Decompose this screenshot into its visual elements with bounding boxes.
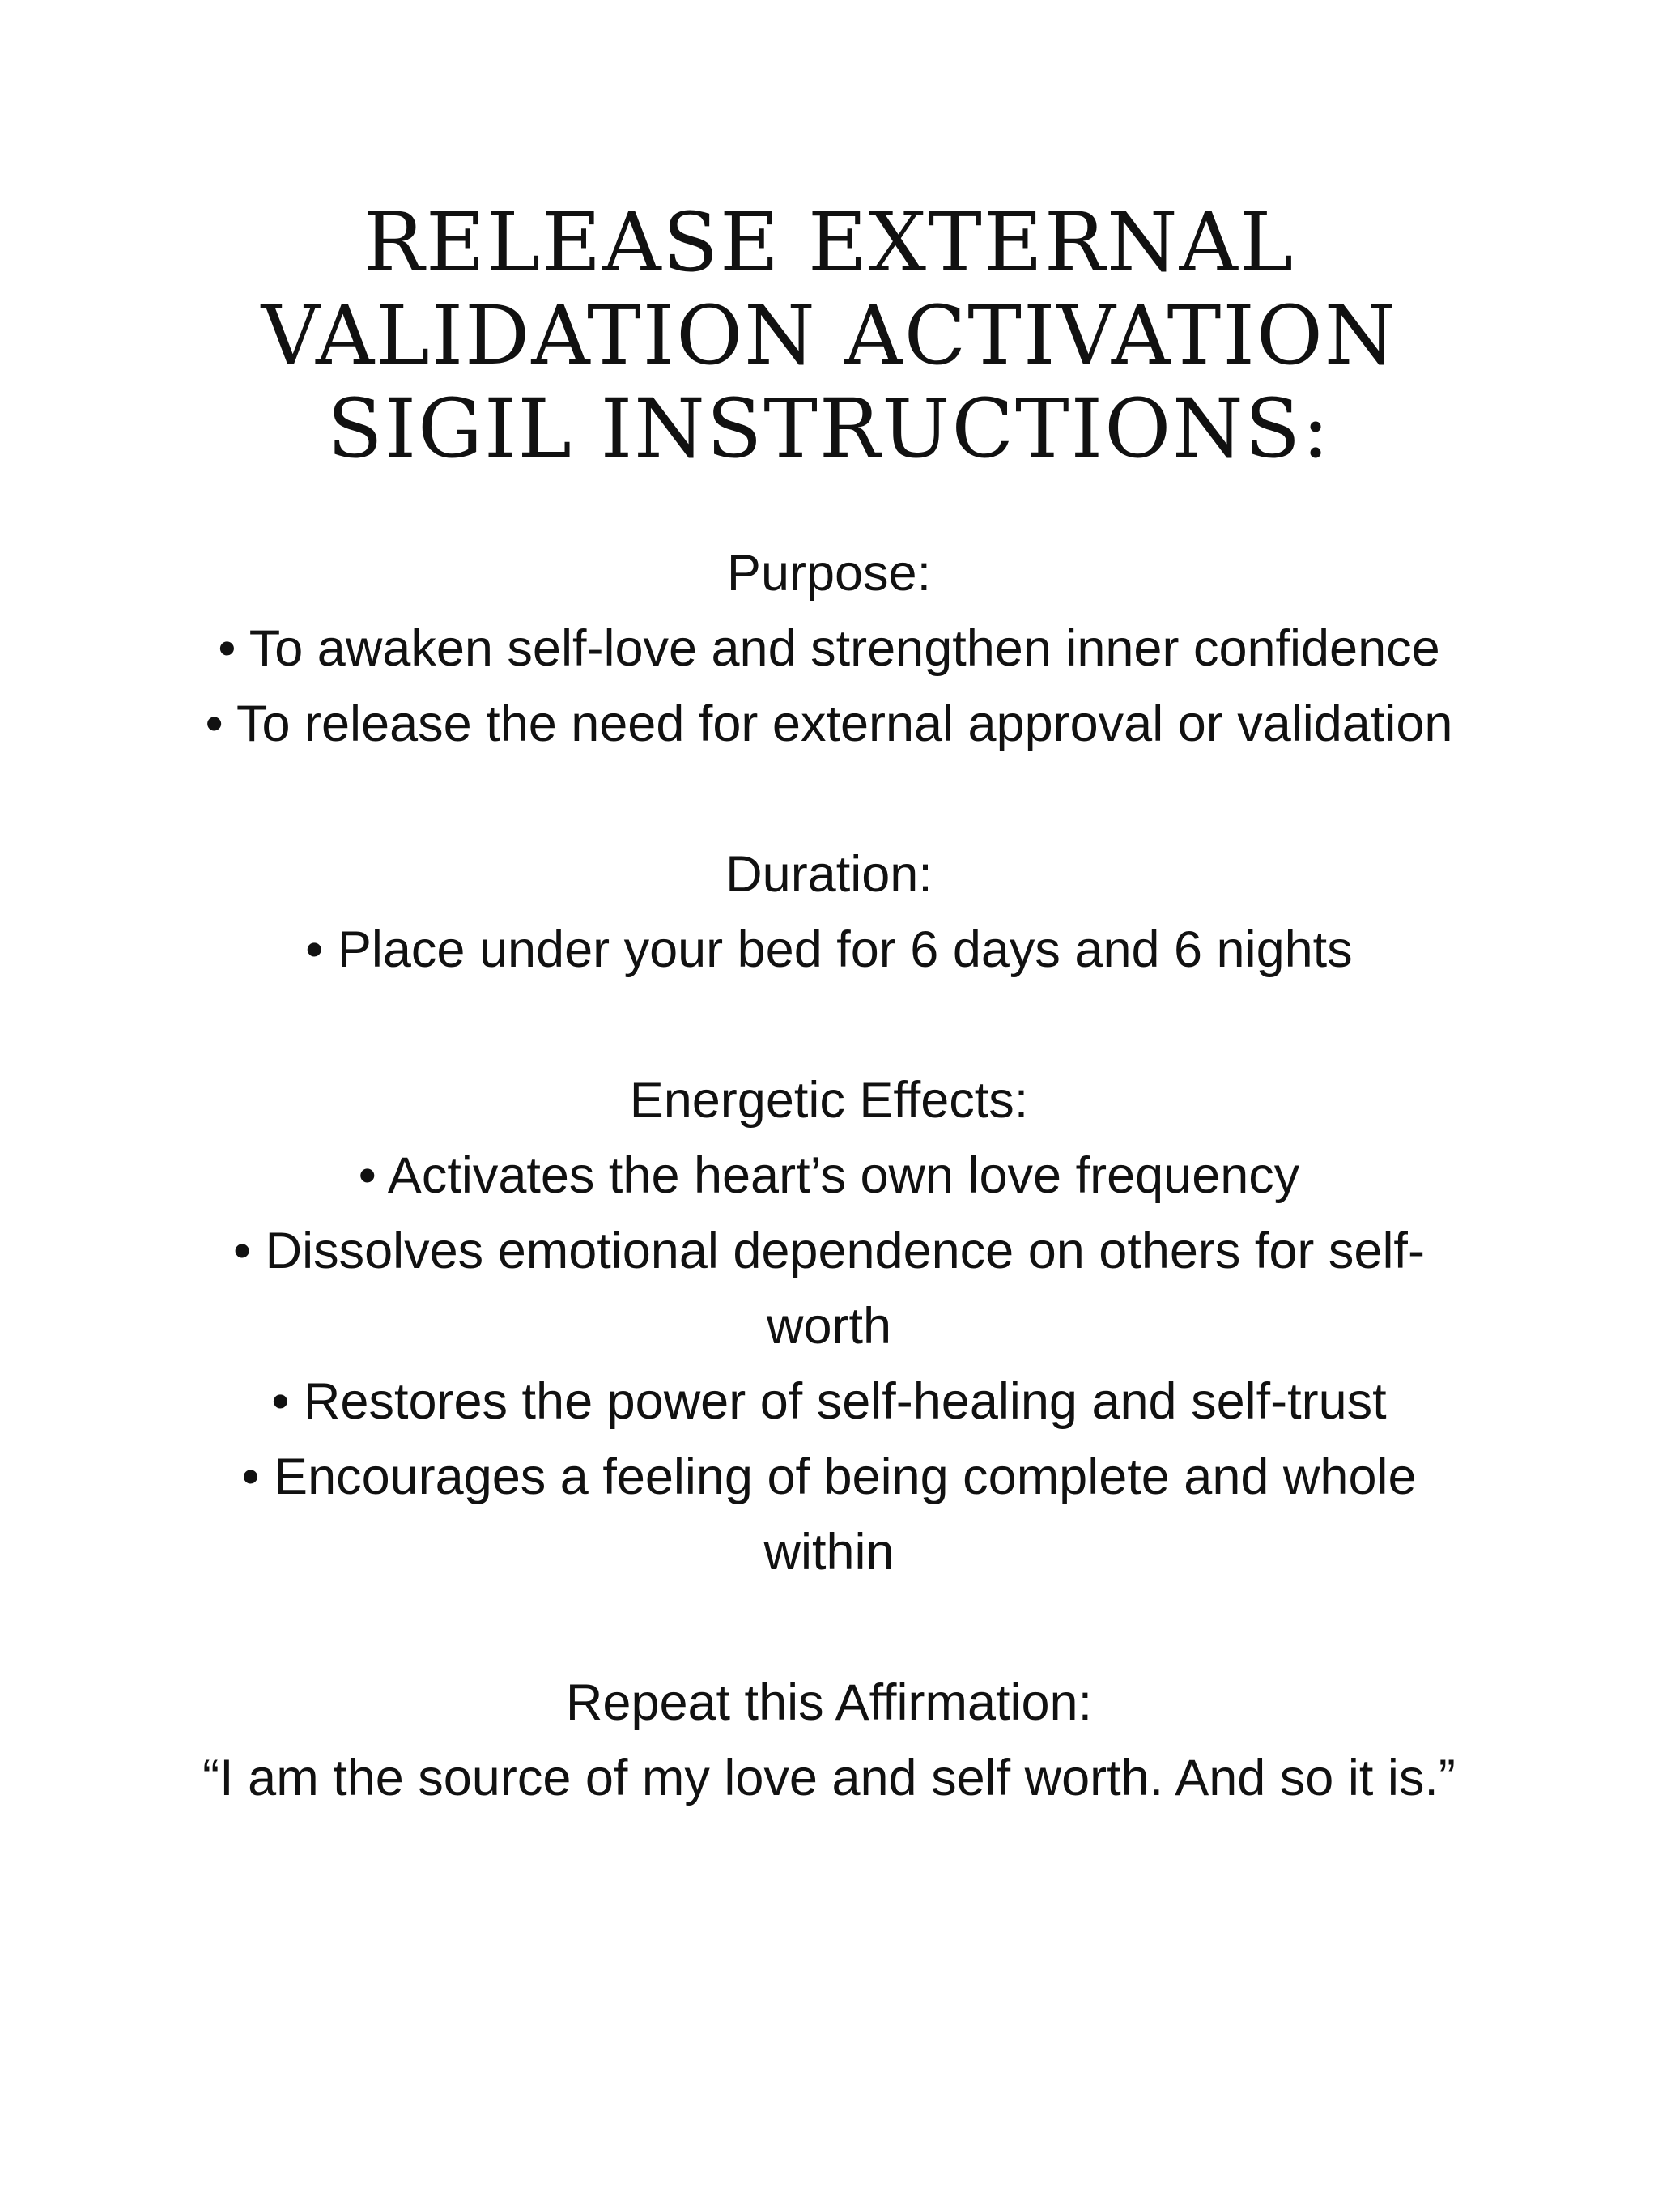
effects-heading: Energetic Effects:: [629, 1072, 1029, 1129]
title-line: VALIDATION ACTIVATION: [261, 288, 1397, 383]
effects-item: • Activates the heart’s own love frequency: [358, 1147, 1300, 1204]
duration-item: • Place under your bed for 6 days and 6 nights: [305, 921, 1353, 978]
purpose-heading: Purpose:: [726, 545, 932, 602]
effects-item: • Encourages a feeling of being complete and whole within: [241, 1448, 1417, 1580]
duration-heading: Duration:: [725, 846, 933, 903]
affirmation-quote: “I am the source of my love and self worth. And so it is.”: [202, 1750, 1456, 1806]
purpose-item: • To release the need for external approval or validation: [205, 696, 1453, 752]
purpose-item: • To awaken self-love and strengthen inner confidence: [218, 620, 1440, 677]
affirmation-section: [181, 1665, 1477, 1816]
instructions-body: [181, 536, 1477, 1816]
page-title: [0, 196, 1658, 475]
title-line: SIGIL INSTRUCTIONS:: [327, 381, 1331, 476]
effects-item: • Dissolves emotional dependence on others for self-worth: [233, 1223, 1425, 1355]
effects-item: • Restores the power of self-healing and self-trust: [271, 1373, 1387, 1430]
effects-section: [181, 1063, 1477, 1590]
purpose-section: [181, 536, 1477, 762]
duration-section: [181, 837, 1477, 988]
title-line: RELEASE EXTERNAL: [363, 195, 1295, 290]
affirmation-heading: Repeat this Affirmation:: [565, 1674, 1093, 1731]
